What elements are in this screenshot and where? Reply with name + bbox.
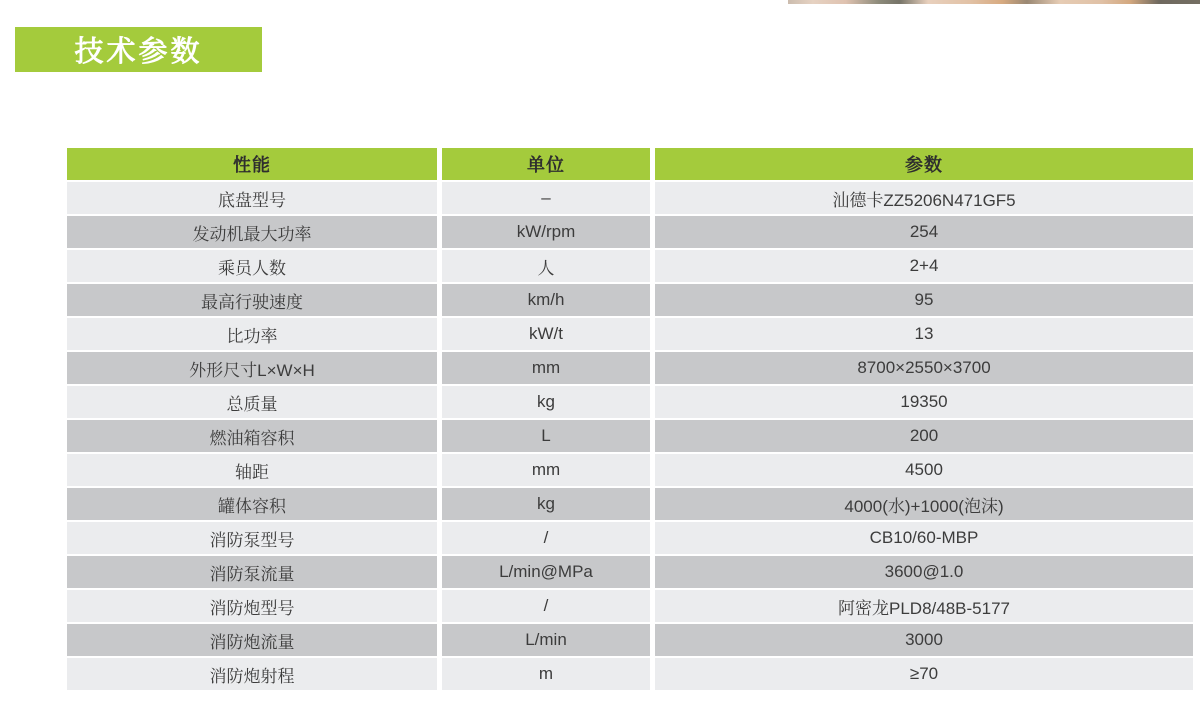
spec-name: 消防炮型号 [67,590,437,622]
table-row [67,352,1193,384]
spec-unit: L/min [442,624,650,656]
table-header-row [67,148,1193,180]
column-header-parameter: 参数 [655,148,1193,180]
spec-name: 罐体容积 [67,488,437,520]
spec-value: 13 [655,318,1193,350]
table-row [67,454,1193,486]
spec-name: 消防泵流量 [67,556,437,588]
column-header-performance: 性能 [67,148,437,180]
table-row [67,624,1193,656]
table-row [67,216,1193,248]
table-row [67,386,1193,418]
spec-unit: kg [442,386,650,418]
spec-value: 4500 [655,454,1193,486]
spec-name: 消防炮流量 [67,624,437,656]
spec-name: 总质量 [67,386,437,418]
spec-name: 消防泵型号 [67,522,437,554]
spec-name: 比功率 [67,318,437,350]
spec-value: 4000(水)+1000(泡沫) [655,488,1193,520]
column-header-unit: 单位 [442,148,650,180]
spec-table [67,148,1193,690]
spec-name: 底盘型号 [67,182,437,214]
spec-value: 汕德卡ZZ5206N471GF5 [655,182,1193,214]
spec-unit: L/min@MPa [442,556,650,588]
spec-unit: – [442,182,650,214]
spec-unit: kW/rpm [442,216,650,248]
spec-name: 发动机最大功率 [67,216,437,248]
spec-name: 燃油箱容积 [67,420,437,452]
spec-unit: m [442,658,650,690]
spec-name: 乘员人数 [67,250,437,282]
table-row [67,284,1193,316]
cropped-photo-edge [788,0,1200,4]
table-row [67,556,1193,588]
spec-name: 最高行驶速度 [67,284,437,316]
spec-unit: kg [442,488,650,520]
spec-name: 消防炮射程 [67,658,437,690]
spec-unit: kW/t [442,318,650,350]
spec-unit: / [442,590,650,622]
spec-unit: mm [442,352,650,384]
spec-unit: km/h [442,284,650,316]
spec-value: ≥70 [655,658,1193,690]
table-row [67,590,1193,622]
table-row [67,420,1193,452]
spec-value: 2+4 [655,250,1193,282]
table-row [67,250,1193,282]
spec-value: 8700×2550×3700 [655,352,1193,384]
spec-unit: mm [442,454,650,486]
spec-name: 外形尺寸L×W×H [67,352,437,384]
spec-value: 3600@1.0 [655,556,1193,588]
spec-value: 200 [655,420,1193,452]
spec-value: CB10/60-MBP [655,522,1193,554]
spec-value: 19350 [655,386,1193,418]
page-title: 技术参数 [74,36,203,68]
table-row [67,182,1193,214]
table-row [67,488,1193,520]
spec-value: 阿密龙PLD8/48B-5177 [655,590,1193,622]
spec-value: 95 [655,284,1193,316]
spec-name: 轴距 [67,454,437,486]
table-row [67,318,1193,350]
section-title-box [15,27,262,72]
table-row [67,522,1193,554]
table-row [67,658,1193,690]
spec-value: 3000 [655,624,1193,656]
spec-value: 254 [655,216,1193,248]
spec-unit: 人 [442,250,650,282]
spec-unit: / [442,522,650,554]
spec-unit: L [442,420,650,452]
